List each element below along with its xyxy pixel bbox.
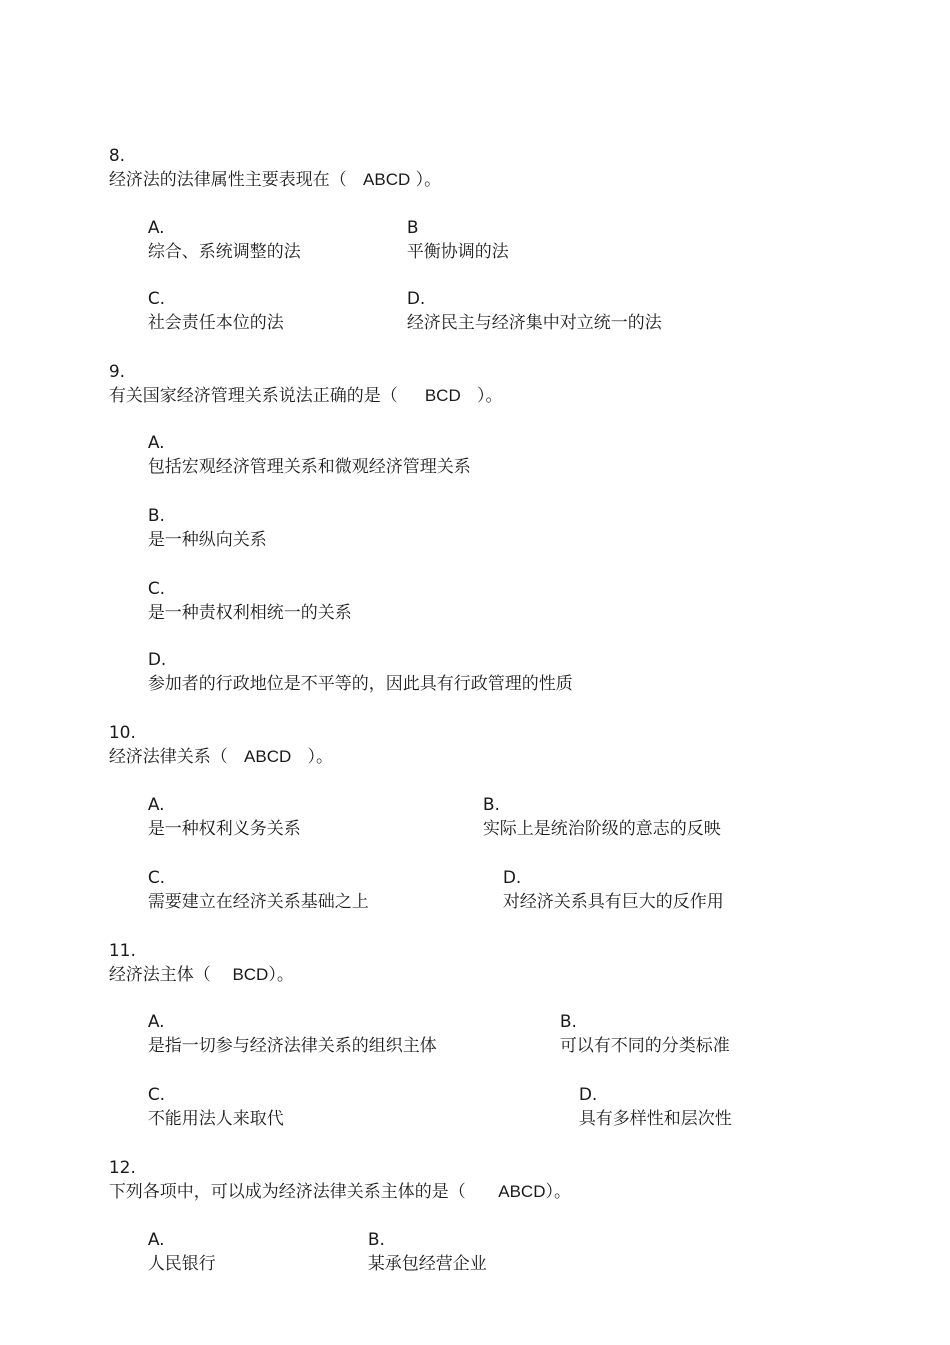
question-stem-end: ）。 <box>307 747 333 767</box>
option-11-d <box>568 1059 732 1131</box>
option-letter: D. <box>578 1085 598 1105</box>
question-number: 11. <box>108 941 136 961</box>
option-text: 是指一切参与经济法律关系的组织主体 <box>147 1036 437 1056</box>
question-12-stem <box>98 1132 571 1204</box>
option-text: 平衡协调的法 <box>406 242 509 262</box>
option-text: 人民银行 <box>147 1254 216 1274</box>
option-text: 不能用法人来取代 <box>147 1109 284 1129</box>
option-text: 是一种责权利相统一的关系 <box>147 603 352 623</box>
option-text: 对经济关系具有巨大的反作用 <box>502 892 724 912</box>
question-8-stem <box>98 120 441 192</box>
option-text: 是一种权利义务关系 <box>147 819 301 839</box>
question-stem: 经济法律关系（ <box>108 747 228 767</box>
option-8-a <box>137 192 301 264</box>
question-stem-end: ）。 <box>545 1182 571 1202</box>
question-number: 12. <box>108 1158 136 1178</box>
option-10-c <box>137 842 369 914</box>
question-9-stem <box>98 336 502 408</box>
option-letter: B. <box>559 1012 577 1032</box>
option-letter: B. <box>147 506 165 526</box>
answer-key: ABCD <box>244 747 292 766</box>
option-text: 具有多样性和层次性 <box>578 1109 732 1129</box>
option-text: 某承包经营企业 <box>367 1254 487 1274</box>
question-stem: 经济法的法律属性主要表现在（ <box>108 170 347 190</box>
option-text: 是一种纵向关系 <box>147 530 267 550</box>
option-12-a <box>137 1204 216 1276</box>
option-text: 社会责任本位的法 <box>147 313 284 333</box>
option-8-c <box>137 263 284 335</box>
option-letter: C. <box>147 289 166 309</box>
option-letter: B. <box>367 1230 385 1250</box>
option-letter: B <box>406 218 419 238</box>
option-text: 经济民主与经济集中对立统一的法 <box>406 313 662 333</box>
option-letter: C. <box>147 1085 166 1105</box>
option-text: 综合、系统调整的法 <box>147 242 301 262</box>
question-stem: 有关国家经济管理关系说法正确的是（ <box>108 386 398 406</box>
answer-key: BCD <box>424 386 461 405</box>
option-8-d <box>396 263 662 335</box>
option-letter: B. <box>482 795 500 815</box>
question-number: 8. <box>108 146 126 166</box>
question-stem: 下列各项中，可以成为经济法律关系主体的是（ <box>108 1182 466 1202</box>
option-10-b <box>472 769 721 841</box>
option-text: 实际上是统治阶级的意志的反映 <box>482 819 721 839</box>
option-letter: A. <box>147 218 165 238</box>
option-11-c <box>137 1059 284 1131</box>
answer-key: BCD <box>232 965 269 984</box>
answer-key: ABCD <box>498 1182 546 1201</box>
question-10-stem <box>98 697 333 769</box>
option-text: 包括宏观经济管理关系和微观经济管理关系 <box>147 457 471 477</box>
option-10-d <box>492 842 724 914</box>
question-number: 10. <box>108 723 136 743</box>
option-10-a <box>137 769 301 841</box>
option-letter: A. <box>147 1230 165 1250</box>
option-letter: C. <box>147 579 166 599</box>
option-text: 参加者的行政地位是不平等的，因此具有行政管理的性质 <box>147 674 573 694</box>
answer-key: ABCD <box>363 170 411 189</box>
question-stem-end: ）。 <box>268 965 294 985</box>
option-9-b <box>137 480 267 552</box>
option-12-b <box>357 1204 487 1276</box>
question-stem-end: ）。 <box>415 170 442 190</box>
option-text: 需要建立在经济关系基础之上 <box>147 892 369 912</box>
option-letter: A. <box>147 1012 165 1032</box>
option-9-a <box>137 407 471 479</box>
option-letter: A. <box>147 433 165 453</box>
option-text: 可以有不同的分类标准 <box>559 1036 730 1056</box>
option-letter: D. <box>406 289 426 309</box>
option-letter: C. <box>147 868 166 888</box>
option-11-b <box>549 986 730 1058</box>
question-number: 9. <box>108 362 126 382</box>
question-11-stem <box>98 915 294 987</box>
option-letter: A. <box>147 795 165 815</box>
option-9-c <box>137 553 352 625</box>
option-9-d <box>137 624 573 696</box>
question-stem: 经济法主体（ <box>108 965 211 985</box>
question-stem-end: ）。 <box>476 386 503 406</box>
option-letter: D. <box>147 650 167 670</box>
option-letter: D. <box>502 868 522 888</box>
option-11-a <box>137 986 437 1058</box>
option-8-b <box>396 192 509 264</box>
